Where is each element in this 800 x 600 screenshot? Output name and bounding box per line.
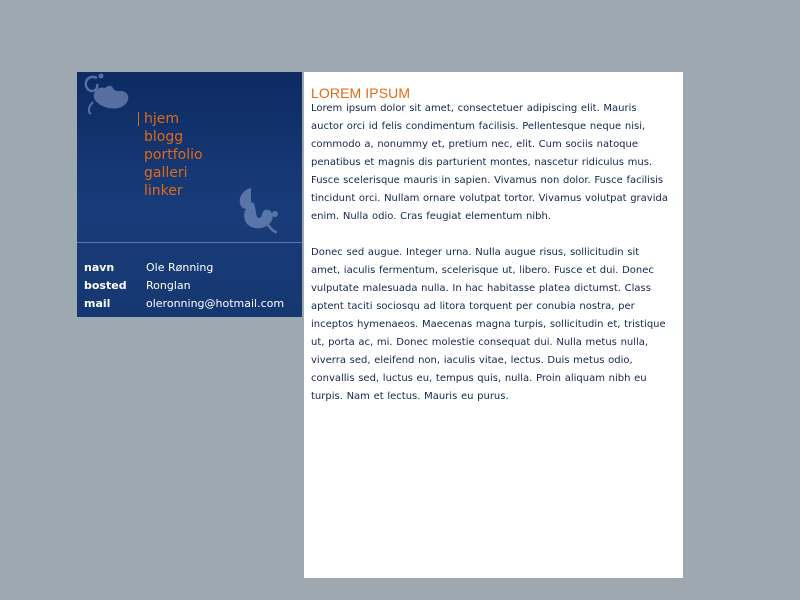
sidebar	[77, 72, 302, 317]
nav-item-blogg[interactable]: blogg	[144, 129, 184, 145]
email-link[interactable]: oleronning@hotmail.com	[146, 297, 285, 310]
info-value: Ole Rønning	[146, 261, 214, 274]
info-row-name	[84, 259, 284, 277]
info-row-mail	[84, 295, 284, 313]
info-value: Ronglan	[146, 279, 191, 292]
info-label: bosted	[84, 279, 127, 292]
nav-active-marker	[138, 112, 139, 126]
profile-info	[84, 259, 284, 313]
paragraph: Donec sed augue. Integer urna. Nulla augue risus, sollicitudin sit amet, iaculis fermentum, scelerisque ut, libero. Fusce et dui. Donec vulputate malesuada nulla. In hac habitasse platea dictumst. Class aptent taciti sociosqu ad litora torquent per conubia nostra, per inceptos hymenaeos. Maecenas magna turpis, sollicitudin et, tristique ut, porta ac, mi. Donec molestie consequat dui. Nulla metus nulla, viverra sed, eleifend non, iaculis vitae, lectus. Duis metus odio, convallis sed, luctus eu, tempus quis, nulla. Proin aliquam nibh eu turpis. Nam et lectus. Mauris eu purus.	[311, 247, 666, 402]
paragraph: Lorem ipsum dolor sit amet, consectetuer adipiscing elit. Mauris auctor orci id felis condimentum facilisis. Pellentesque neque nisi, commodo a, nonummy et, pretium nec, elit. Cum sociis natoque penatibus et magnis dis parturient montes, nascetur ridiculus mus. Fusce scelerisque mauris in sapien. Vivamus non dolor. Fusce facilisis tincidunt orci. Nullam ornare volutpat tortor. Vivamus volutpat gravida enim. Nulla odio. Cras feugiat elementum nibh.	[311, 103, 668, 222]
info-label: navn	[84, 261, 115, 274]
page-title: LOREM IPSUM	[311, 85, 411, 101]
info-row-location	[84, 277, 284, 295]
content-panel	[304, 72, 683, 578]
nav-item-portfolio[interactable]: portfolio	[144, 147, 203, 163]
nav-item-linker[interactable]: linker	[144, 183, 183, 199]
nav-item-galleri[interactable]: galleri	[144, 165, 188, 181]
floral-ornament-icon	[79, 72, 135, 116]
floral-ornament-icon	[231, 184, 281, 236]
nav-panel	[77, 72, 302, 242]
content-body	[311, 100, 671, 424]
sidebar-divider	[77, 242, 302, 243]
info-label: mail	[84, 297, 111, 310]
nav-item-hjem[interactable]: hjem	[144, 111, 180, 127]
main-nav	[144, 110, 203, 200]
